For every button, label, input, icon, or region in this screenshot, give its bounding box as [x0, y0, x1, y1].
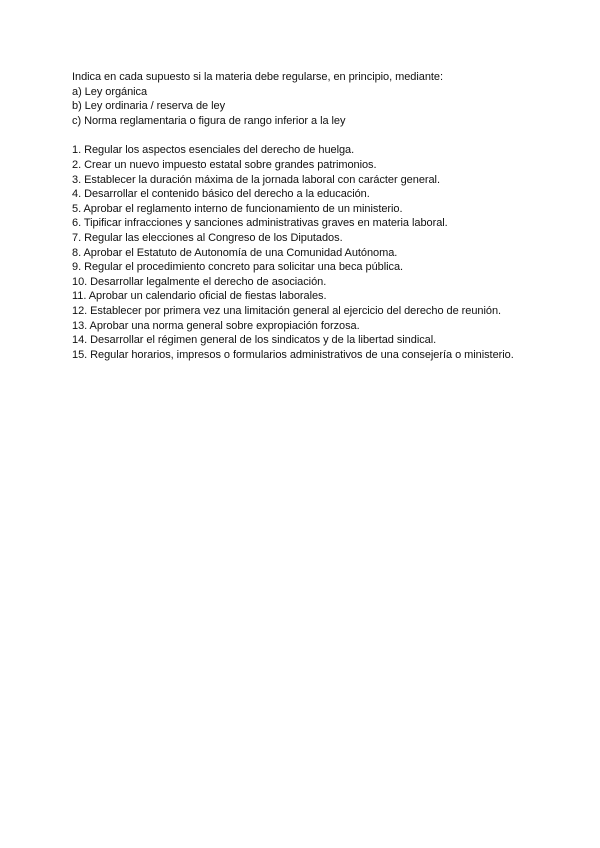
list-item: 3. Establecer la duración máxima de la jornada laboral con carácter general.	[72, 173, 440, 186]
list-item: 12. Establecer por primera vez una limitación general al ejercicio del derecho de reunión.	[72, 304, 502, 317]
option-a: a) Ley orgánica	[72, 85, 148, 98]
list-item: 1. Regular los aspectos esenciales del derecho de huelga.	[72, 144, 355, 157]
list-item: 7. Regular las elecciones al Congreso de los Diputados.	[72, 231, 343, 244]
option-b: b) Ley ordinaria / reserva de ley	[72, 100, 226, 113]
list-item: 10. Desarrollar legalmente el derecho de asociación.	[72, 275, 327, 288]
paragraph-spacer	[72, 128, 572, 143]
list-item: 11. Aprobar un calendario oficial de fiestas laborales.	[72, 290, 327, 303]
list-item: 9. Regular el procedimiento concreto para solicitar una beca pública.	[72, 261, 404, 274]
option-c: c) Norma reglamentaria o figura de rango inferior a la ley	[72, 114, 346, 127]
document-body	[72, 70, 572, 362]
list-item: 15. Regular horarios, impresos o formularios administrativos de una consejería o ministerio.	[72, 348, 514, 361]
instruction-text: Indica en cada supuesto si la materia debe regularse, en principio, mediante:	[72, 71, 443, 83]
list-item: 8. Aprobar el Estatuto de Autonomía de una Comunidad Autónoma.	[72, 246, 398, 259]
list-item: 5. Aprobar el reglamento interno de funcionamiento de un ministerio.	[72, 202, 403, 215]
list-item: 4. Desarrollar el contenido básico del derecho a la educación.	[72, 188, 370, 201]
list-item: 6. Tipificar infracciones y sanciones administrativas graves en materia laboral.	[72, 217, 448, 230]
list-item: 14. Desarrollar el régimen general de los sindicatos y de la libertad sindical.	[72, 334, 437, 347]
list-item: 13. Aprobar una norma general sobre expropiación forzosa.	[72, 319, 360, 332]
list-item: 2. Crear un nuevo impuesto estatal sobre grandes patrimonios.	[72, 158, 377, 171]
